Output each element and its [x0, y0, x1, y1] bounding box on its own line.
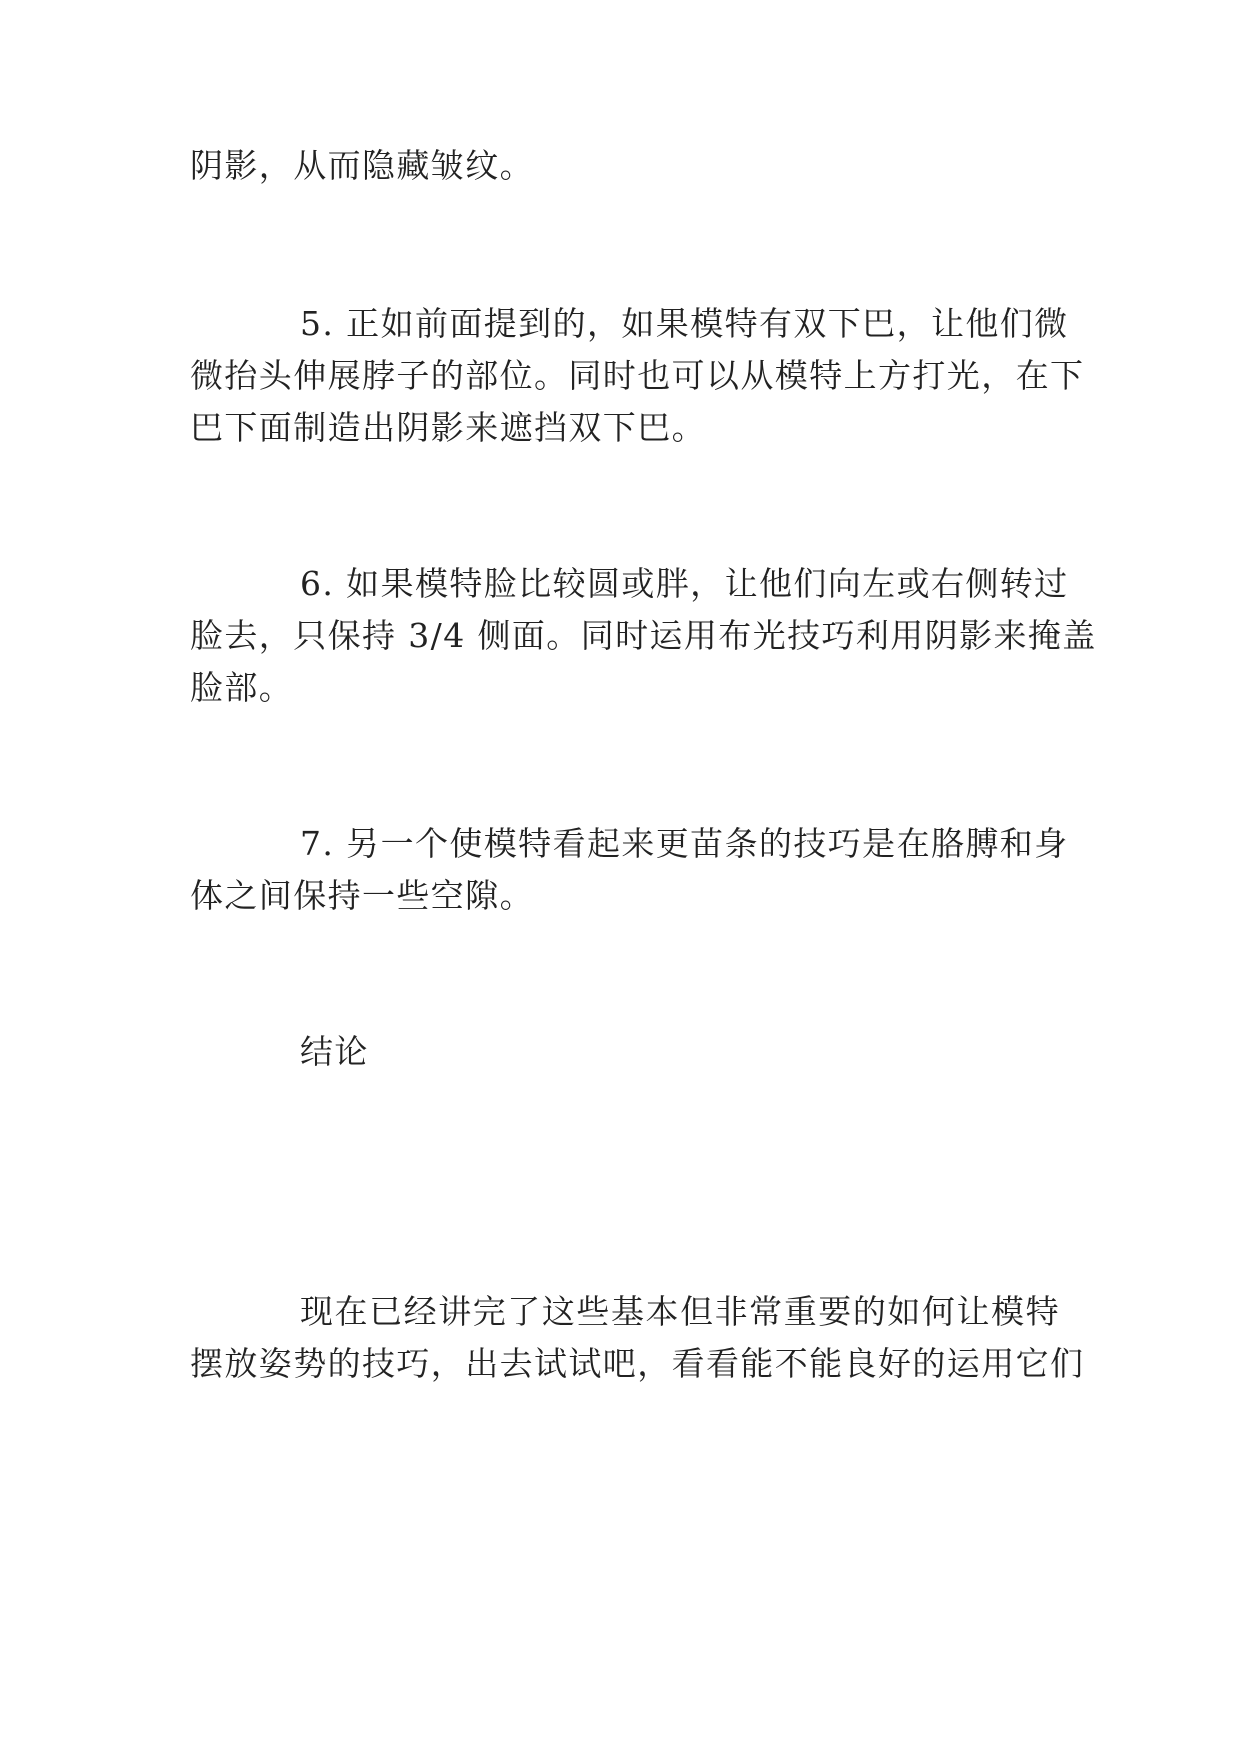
tip-6-line-3: 脸部。	[190, 668, 294, 707]
tip-5-line-3: 巴下面制造出阴影来遮挡双下巴。	[190, 408, 706, 447]
conclusion-line-2: 摆放姿势的技巧，出去试试吧，看看能不能良好的运用它们	[190, 1344, 1085, 1383]
conclusion-line-1: 现在已经讲完了这些基本但非常重要的如何让模特	[300, 1292, 1060, 1331]
section-heading-conclusion: 结论	[300, 1032, 369, 1071]
tip-5-line-1: 5. 正如前面提到的，如果模特有双下巴，让他们微	[300, 304, 1069, 343]
tip-7-line-2: 体之间保持一些空隙。	[190, 876, 534, 915]
paragraph-continuation-line-1: 阴影，从而隐藏皱纹。	[190, 146, 534, 185]
tip-6-line-2: 脸去，只保持 3/4 侧面。同时运用布光技巧利用阴影来掩盖	[190, 616, 1097, 655]
tip-6-line-1: 6. 如果模特脸比较圆或胖，让他们向左或右侧转过	[300, 564, 1069, 603]
tip-5-line-2: 微抬头伸展脖子的部位。同时也可以从模特上方打光，在下	[190, 356, 1085, 395]
tip-7-line-1: 7. 另一个使模特看起来更苗条的技巧是在胳膊和身	[300, 824, 1069, 863]
